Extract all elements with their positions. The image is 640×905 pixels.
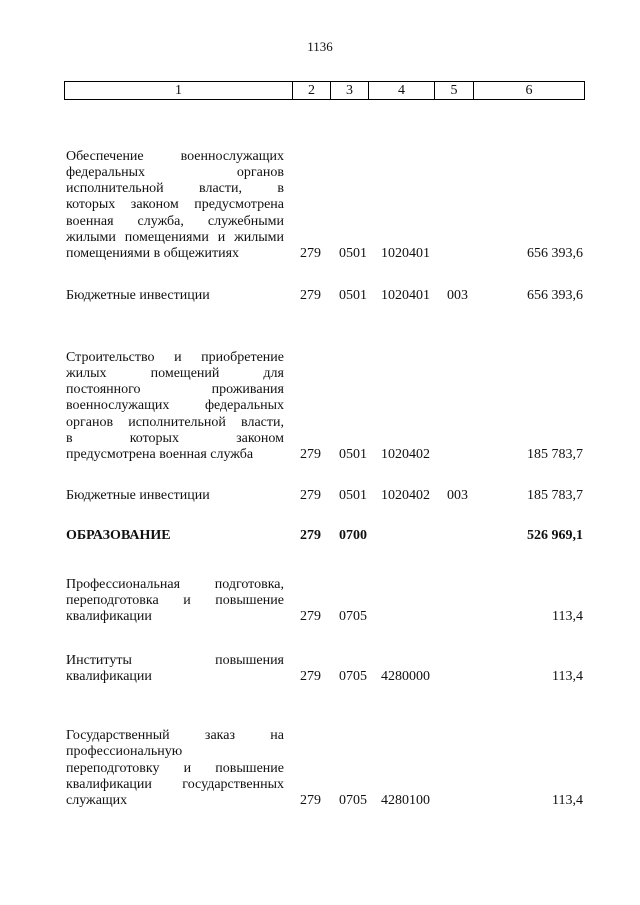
row-name-line: Бюджетные инвестиции (66, 488, 210, 503)
row-name (66, 653, 284, 685)
row-name (66, 350, 284, 463)
row-name-line: служащих (66, 793, 128, 808)
cell-c4: 4280000 (381, 668, 430, 684)
cell-c6: 526 969,1 (527, 528, 583, 543)
header-col-3: 3 (331, 82, 369, 99)
row-name-line: Профессиональная подготовка, (66, 576, 284, 592)
cell-c4: 1020401 (381, 288, 430, 303)
header-col-6: 6 (525, 83, 533, 98)
cell-c4: 1020401 (381, 245, 430, 261)
cell-c6: 113,4 (552, 608, 583, 624)
row-name-line: переподготовка и повышение (66, 592, 284, 608)
cell-c6: 185 783,7 (527, 446, 583, 462)
cell-c3: 0501 (339, 488, 367, 503)
row-name-line: федеральных органов (66, 165, 284, 180)
cell-c2: 279 (300, 288, 321, 303)
row-name-line: Обеспечение военнослужащих (66, 148, 284, 164)
row-name-line: Институты повышения (66, 652, 284, 668)
cell-c3: 0705 (339, 668, 367, 684)
header-col-2: 2 (293, 82, 331, 99)
row-name-line: Строительство и приобретение (66, 349, 284, 365)
cell-c2: 279 (300, 446, 321, 462)
row-name-line: постоянного проживания (66, 382, 284, 398)
row-name (66, 728, 284, 809)
row-name-line: военнослужащих федеральных (66, 398, 284, 414)
row-name-line: жилых помещений для (66, 366, 284, 381)
row-name-line: переподготовку и повышение (66, 760, 284, 776)
cell-c2: 279 (300, 245, 321, 261)
cell-c6: 656 393,6 (527, 288, 583, 303)
row-name-line: квалификации (66, 669, 152, 684)
row-name-line: профессиональную (66, 744, 183, 760)
row-name-line: квалификации (66, 609, 152, 624)
row-name-line: предусмотрена военная служба (66, 447, 254, 463)
row-name (66, 577, 284, 626)
row-name-line: в которых законом (66, 430, 284, 446)
cell-c2: 279 (300, 792, 321, 808)
cell-c4: 1020402 (381, 446, 430, 462)
cell-c2: 279 (300, 668, 321, 684)
page-number: 1136 (307, 39, 333, 54)
row-name (66, 528, 284, 544)
row-name (66, 288, 284, 304)
cell-c5: 003 (447, 288, 468, 303)
cell-c3: 0705 (339, 792, 367, 808)
row-name-line: ОБРАЗОВАНИЕ (66, 528, 171, 543)
header-col-5: 5 (435, 82, 474, 99)
cell-c3: 0501 (339, 288, 367, 303)
row-name-line: военная служба, служебными (66, 213, 284, 229)
cell-c2: 279 (300, 608, 321, 624)
cell-c6: 656 393,6 (527, 245, 583, 261)
cell-c2: 279 (300, 488, 321, 503)
row-name-line: Бюджетные инвестиции (66, 288, 210, 303)
row-name-line: квалификации государственных (66, 776, 284, 792)
header-col-4: 4 (369, 82, 435, 99)
cell-c5: 003 (447, 488, 468, 503)
row-name-line: исполнительной власти, в (66, 181, 284, 197)
cell-c6: 185 783,7 (527, 488, 583, 503)
row-name (66, 488, 284, 504)
cell-c3: 0705 (339, 608, 367, 624)
header-col-1: 1 (65, 82, 293, 99)
cell-c6: 113,4 (552, 668, 583, 684)
row-name-line: которых законом предусмотрена (66, 197, 284, 213)
row-name-line: Государственный заказ на (66, 728, 284, 744)
row-name-line: органов исполнительной власти, (66, 414, 284, 430)
cell-c3: 0501 (339, 446, 367, 462)
row-name (66, 149, 284, 262)
cell-c6: 113,4 (552, 792, 583, 808)
cell-c3: 0501 (339, 245, 367, 261)
row-name-line: помещениями в общежитиях (66, 246, 240, 262)
cell-c4: 4280100 (381, 792, 430, 808)
cell-c4: 1020402 (381, 488, 430, 503)
cell-c2: 279 (300, 528, 321, 543)
cell-c3: 0700 (339, 528, 367, 543)
row-name-line: жилыми помещениями и жилыми (66, 229, 284, 245)
